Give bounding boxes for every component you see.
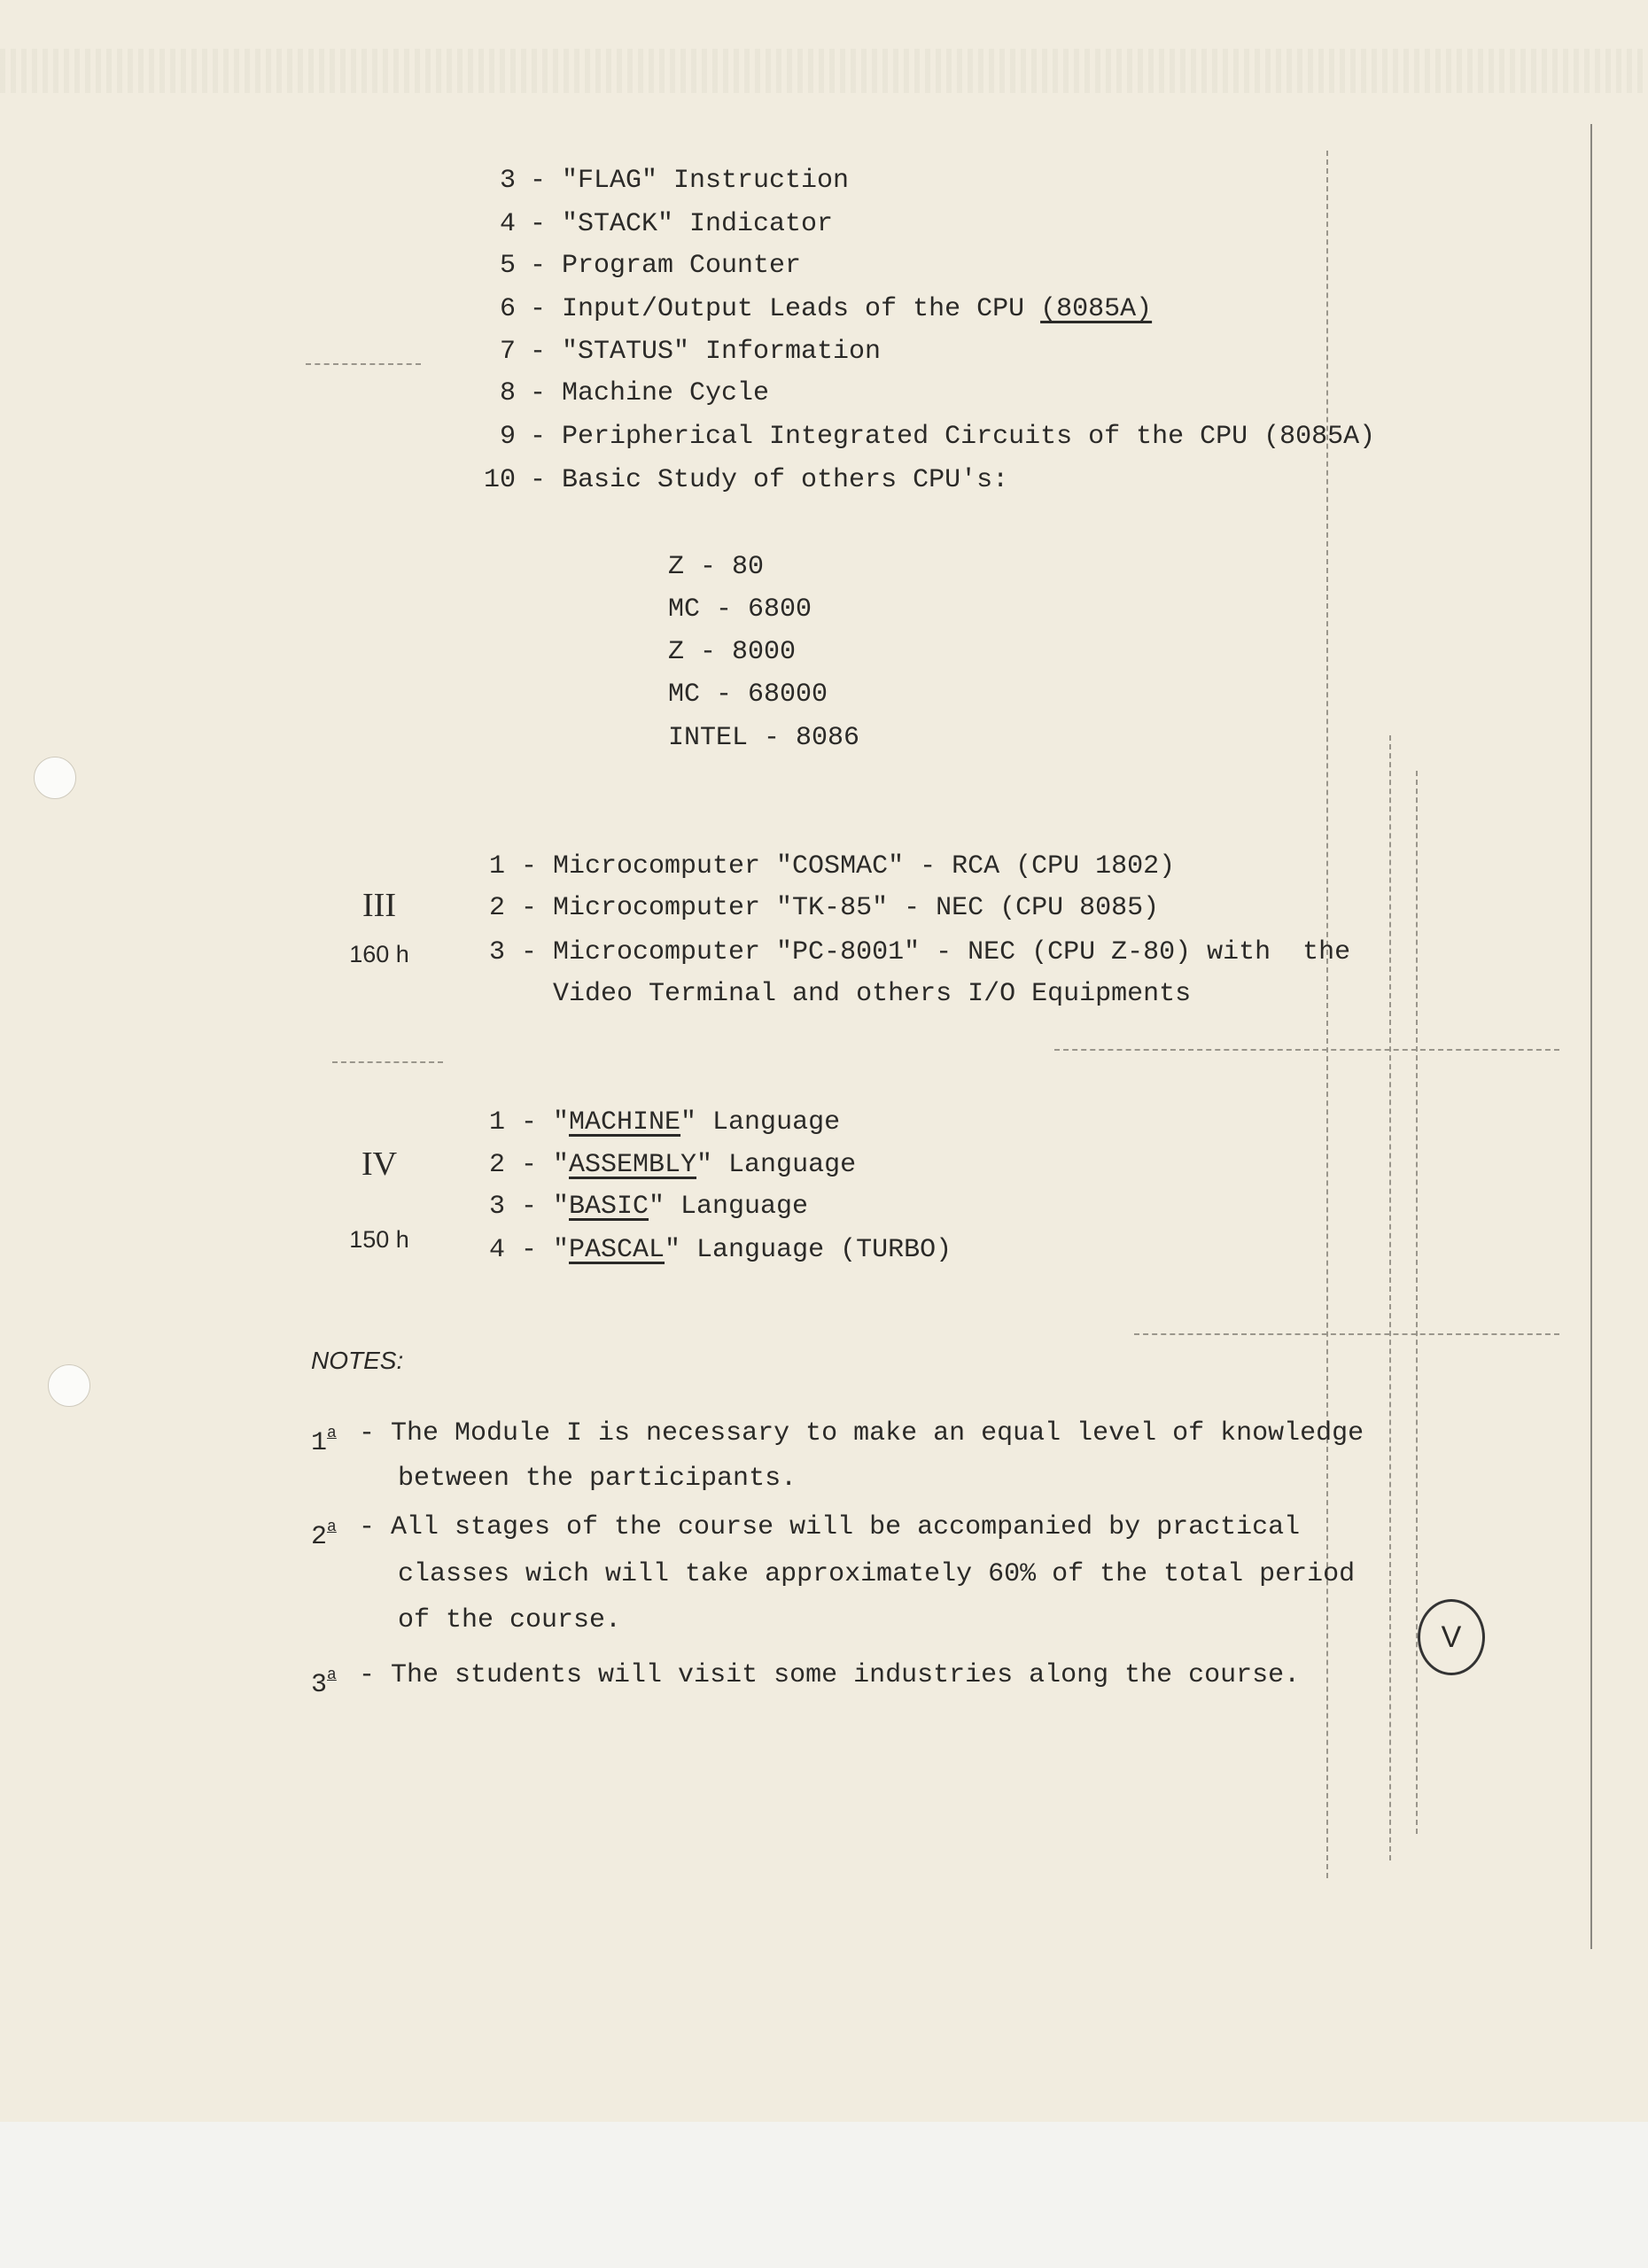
dashed-rule xyxy=(1389,735,1391,1860)
cpu-item: Z - 80 xyxy=(668,552,765,582)
item-prefix: 3 - " xyxy=(489,1192,570,1222)
list-item xyxy=(530,464,1008,496)
list-item-text: (8085A) xyxy=(1040,294,1153,324)
dashed-rule xyxy=(332,1061,443,1063)
note-number: 3$^a$ xyxy=(311,1666,337,1700)
note-line: between the participants. xyxy=(398,1464,797,1494)
dashed-rule xyxy=(1134,1333,1559,1335)
note-line: - All stages of the course will be accompanied by practical xyxy=(359,1512,1301,1542)
language-name: MACHINE xyxy=(569,1107,681,1138)
note-number: 2$^a$ xyxy=(311,1518,337,1552)
list-item xyxy=(530,165,849,197)
module-iii-numeral: III xyxy=(362,887,396,924)
list-item-number: 9 xyxy=(499,422,516,452)
module-iii-item: Video Terminal and others I/O Equipments xyxy=(489,979,1192,1009)
module-iii-item: 1 - Microcomputer "COSMAC" - RCA (CPU 1802) xyxy=(489,851,1176,882)
list-item xyxy=(530,250,801,282)
note-superscript: a xyxy=(327,1666,337,1684)
cpu-item: Z - 8000 xyxy=(668,637,797,667)
list-item xyxy=(530,336,881,368)
item-prefix: 1 - " xyxy=(489,1107,570,1138)
note-superscript: a xyxy=(327,1518,337,1536)
handwritten-page-mark: V xyxy=(1418,1599,1485,1675)
list-item-text: - Program Counter xyxy=(530,251,802,281)
cpu-item: MC - 6800 xyxy=(668,594,812,625)
list-item-number: 5 xyxy=(499,251,516,281)
list-item xyxy=(530,293,1152,325)
list-item-text: - Peripherical Integrated Circuits of the CPU (8085A) xyxy=(530,422,1376,452)
list-item-number: 4 xyxy=(499,209,516,239)
item-suffix: " Language (TURBO) xyxy=(665,1235,952,1265)
page-edge-line xyxy=(1590,124,1592,1949)
module-iv-item xyxy=(489,1107,840,1138)
punch-hole xyxy=(48,1364,90,1407)
note-line: - The Module I is necessary to make an equal level of knowledge xyxy=(359,1418,1364,1449)
cpu-item: MC - 68000 xyxy=(668,680,828,710)
module-iv-item xyxy=(489,1234,952,1266)
list-item-text: - Machine Cycle xyxy=(530,378,770,408)
item-suffix: " Language xyxy=(680,1107,841,1138)
note-line: of the course. xyxy=(398,1605,622,1635)
list-item xyxy=(530,208,833,240)
list-item-number: 8 xyxy=(499,378,516,408)
list-item-text: - "FLAG" Instruction xyxy=(530,166,850,196)
item-prefix: 4 - " xyxy=(489,1235,570,1265)
notes-heading: NOTES: xyxy=(311,1347,404,1374)
dashed-rule xyxy=(1326,151,1328,1878)
module-iv-hours: 150 h xyxy=(349,1226,409,1253)
dashed-rule xyxy=(1416,771,1418,1834)
note-superscript: a xyxy=(327,1425,337,1442)
item-suffix: " Language xyxy=(649,1192,809,1222)
perforation-strip xyxy=(0,49,1648,93)
note-line: - The students will visit some industries along the course. xyxy=(359,1660,1301,1690)
module-iii-hours: 160 h xyxy=(349,941,409,967)
list-item xyxy=(530,377,769,409)
list-item-text: - "STACK" Indicator xyxy=(530,209,834,239)
list-item-text: - Basic Study of others CPU's: xyxy=(530,465,1009,495)
list-item-text: - Input/Output Leads of the CPU xyxy=(530,294,1041,324)
list-item-number: 10 xyxy=(483,465,516,495)
language-name: BASIC xyxy=(569,1192,649,1222)
item-suffix: " Language xyxy=(696,1150,857,1180)
item-prefix: 2 - " xyxy=(489,1150,570,1180)
module-iv-item xyxy=(489,1149,856,1181)
cpu-item: INTEL - 8086 xyxy=(668,723,860,753)
dashed-rule xyxy=(1054,1049,1559,1051)
dashed-rule xyxy=(306,363,421,365)
module-iii-item: 2 - Microcomputer "TK-85" - NEC (CPU 8085) xyxy=(489,893,1160,923)
list-item xyxy=(530,421,1375,453)
module-iv-item xyxy=(489,1191,808,1223)
list-item-number: 3 xyxy=(499,166,516,196)
module-iv-numeral: IV xyxy=(361,1146,398,1183)
module-iii-item: 3 - Microcomputer "PC-8001" - NEC (CPU Z-80) with the xyxy=(489,937,1351,967)
language-name: PASCAL xyxy=(569,1235,665,1265)
note-number: 1$^a$ xyxy=(311,1425,337,1458)
language-name: ASSEMBLY xyxy=(569,1150,697,1180)
list-item-number: 6 xyxy=(499,294,516,324)
note-line: classes wich will take approximately 60% of the total period xyxy=(398,1559,1356,1589)
punch-hole xyxy=(34,757,76,799)
list-item-text: - "STATUS" Information xyxy=(530,337,882,367)
list-item-number: 7 xyxy=(499,337,516,367)
